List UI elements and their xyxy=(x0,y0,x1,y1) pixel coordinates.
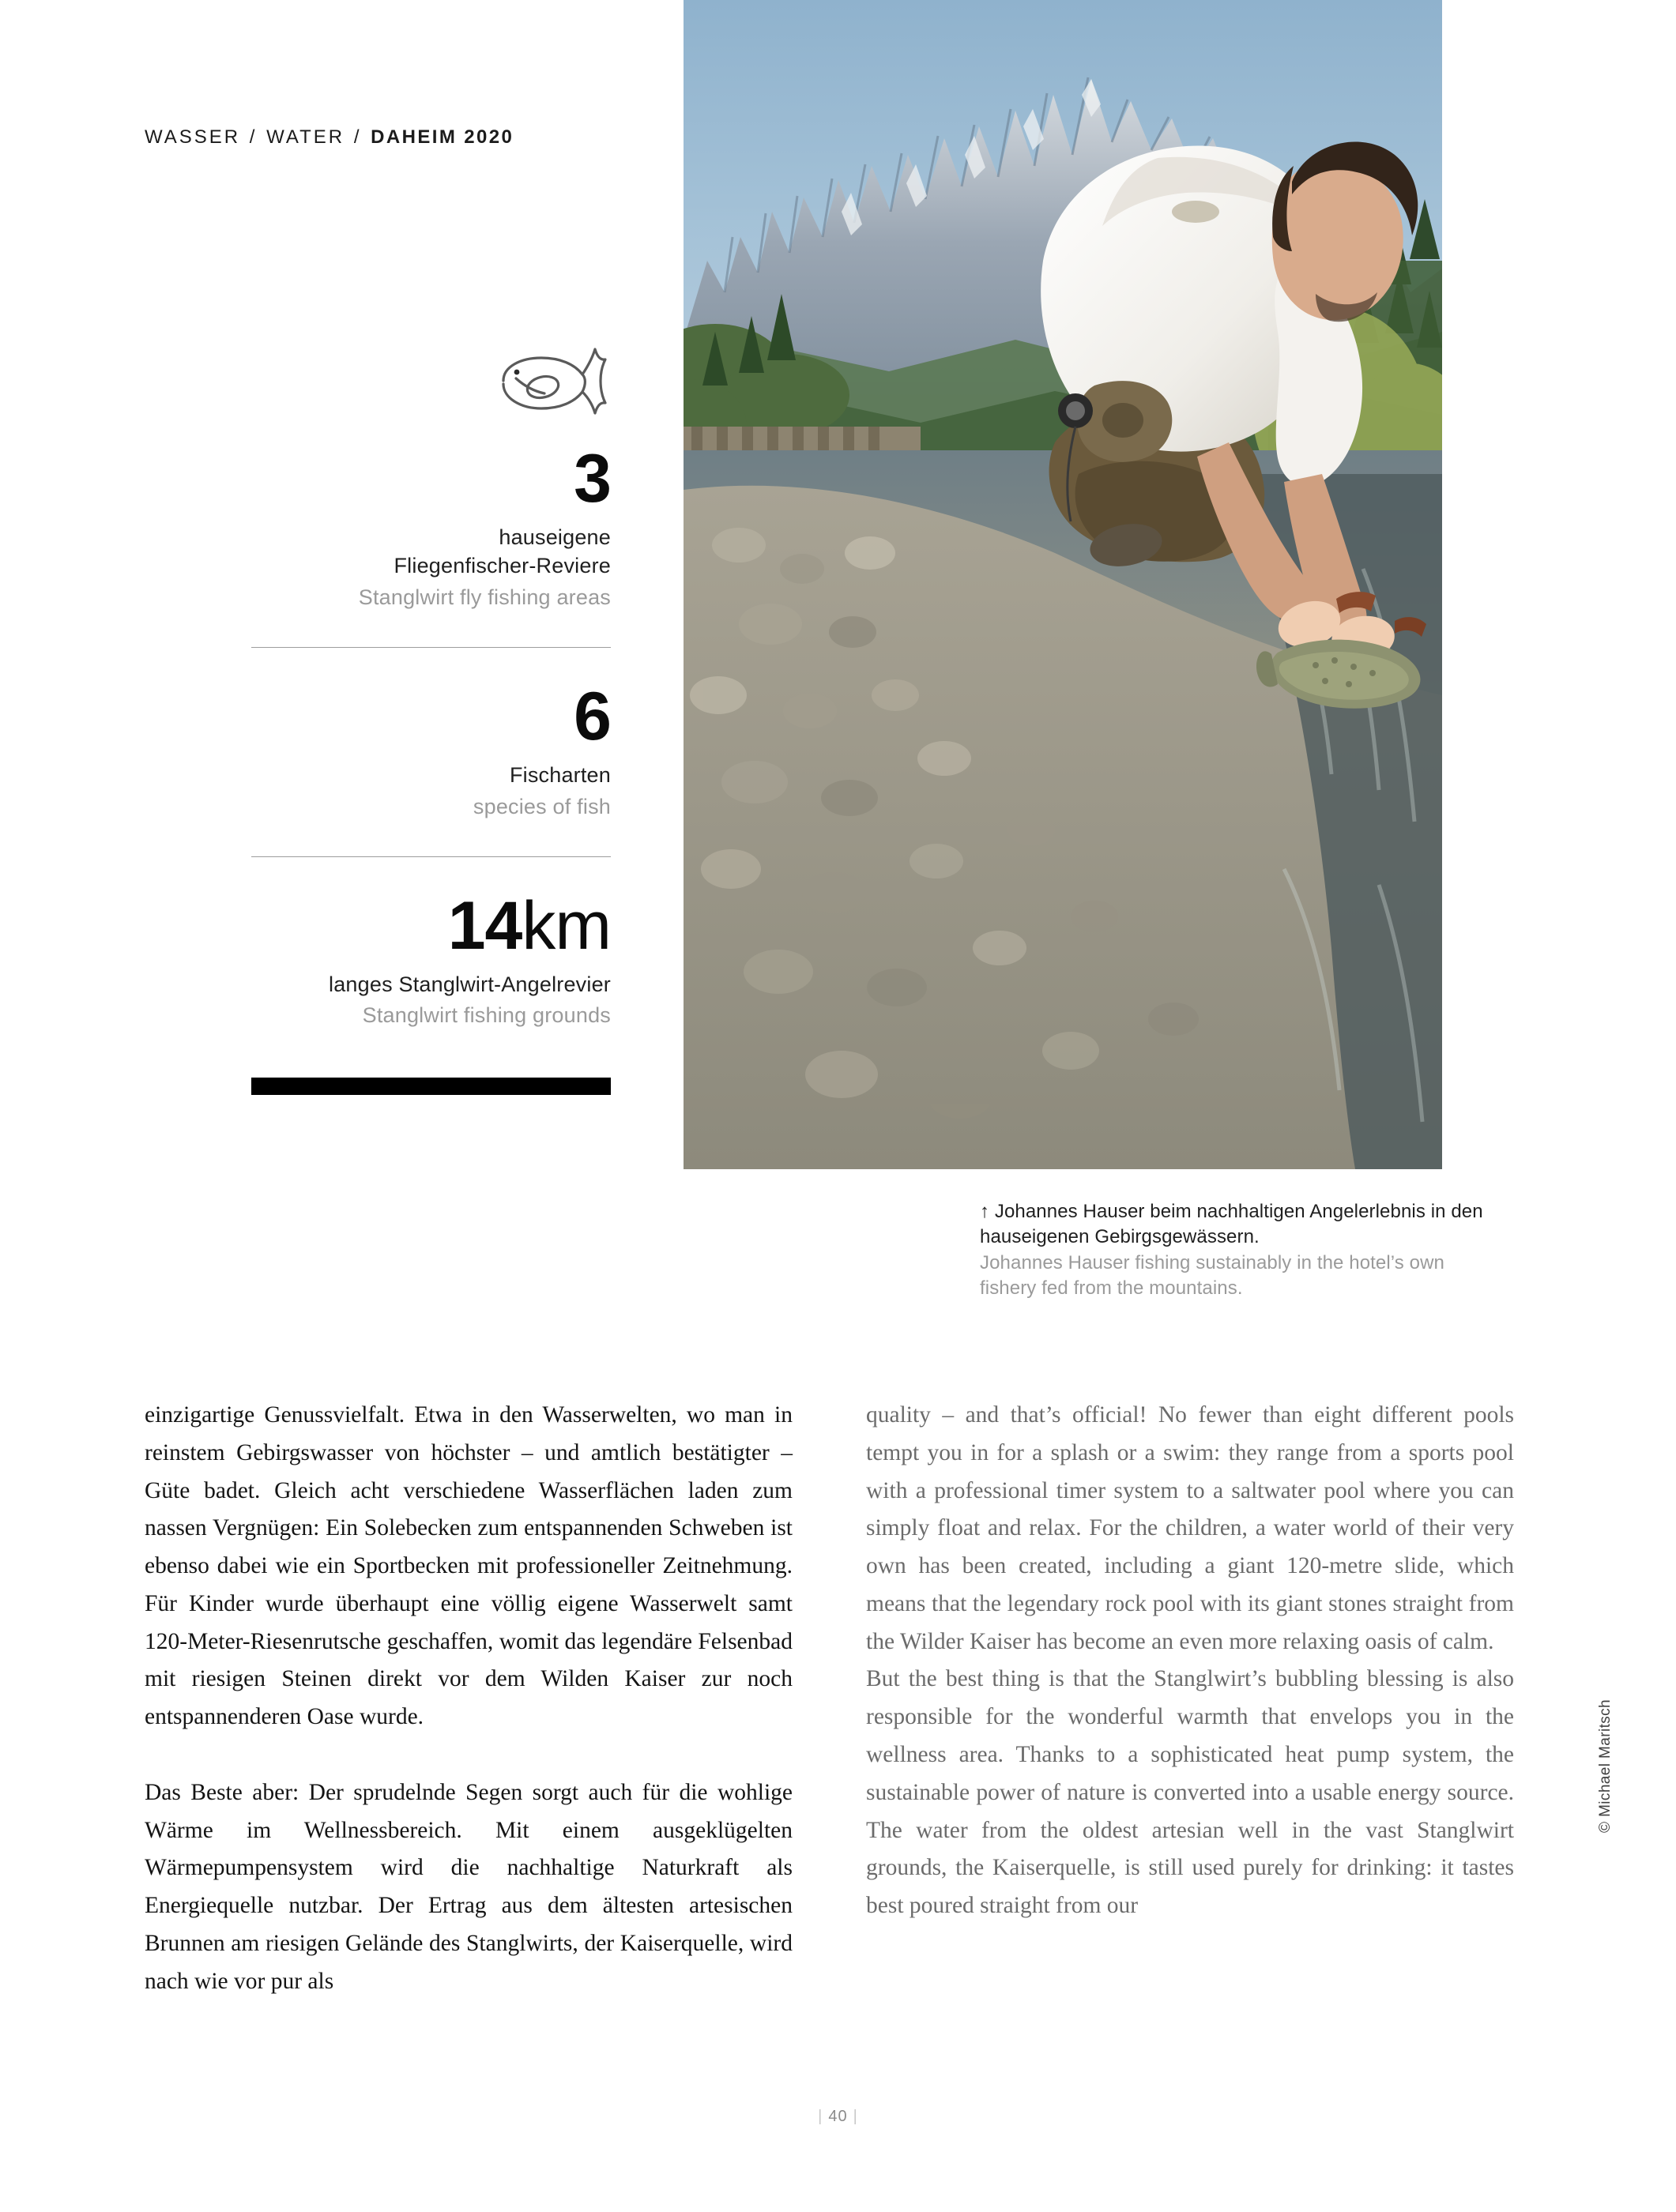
page-folio xyxy=(0,2108,1676,2126)
fact-number-value: 14 xyxy=(447,887,522,964)
fact-number xyxy=(251,441,611,517)
photo-credit: © Michael Maritsch xyxy=(1597,1698,1614,1833)
fact-item xyxy=(251,678,611,822)
fact-number-unit: km xyxy=(522,887,611,964)
caption-english: Johannes Hauser fishing sustainably in the hotel’s own fishery fed from the mountains. xyxy=(980,1251,1444,1300)
fact-label-de-line1: Fischarten xyxy=(509,762,611,787)
fact-number xyxy=(251,678,611,754)
body-column-german xyxy=(145,1397,793,2001)
fact-item xyxy=(251,441,611,612)
fact-label-de-line1: hauseigene xyxy=(499,525,611,549)
folio-bracket-left: | xyxy=(818,2108,823,2125)
fact-number xyxy=(251,887,611,964)
fact-divider xyxy=(251,647,611,648)
folio-page-number: 40 xyxy=(828,2108,848,2125)
body-paragraph-en-1: quality – and that’s official! No fewer than eight different pools tempt you in for a splash or a swim: they range from a sports pool with a professional timer system to a saltwater pool where you can simply float and relax. For the children, a water world of their very own has been created, including a giant 120-metre slide, which means that the legendary rock pool with its giant stones straight from the Wilder Kaiser has become an even more relaxing oasis of calm. xyxy=(866,1402,1514,1654)
facts-accent-bar xyxy=(251,1078,611,1095)
fact-divider xyxy=(251,856,611,857)
running-header-issue: DAHEIM 2020 xyxy=(371,126,514,148)
running-header xyxy=(145,126,514,149)
folio-bracket-right: | xyxy=(853,2108,858,2125)
facts-column xyxy=(251,340,611,1095)
caption-german: ↑ Johannes Hauser beim nachhaltigen Angelerlebnis in den hauseigenen Gebirgsgewässern. xyxy=(980,1201,1483,1248)
photo-caption xyxy=(980,1199,1486,1302)
body-paragraph-de-1: einzigartige Genussvielfalt. Etwa in den Wasserwelten, wo man in reinstem Gebirgswasser von höchster – und amtlich bestätigter – Güte badet. Gleich acht verschiedene Wasserflächen laden zum nassen Vergnügen: Ein Solebecken zum entspannenden Schweben ist ebenso dabei wie ein Sportbecken mit professioneller Zeitnehmung. Für Kinder wurde überhaupt eine völlig eigene Wasserwelt samt 120-Meter-Riesenrutsche geschaffen, womit das legendäre Felsenbad mit riesigen Steinen direkt vor dem Wilden Kaiser zur noch entspannenderen Oase wurde. xyxy=(145,1402,793,1730)
fact-number-value: 3 xyxy=(574,441,611,517)
fact-label-de-line1: langes Stanglwirt-Angelrevier xyxy=(329,972,611,996)
body-column-english xyxy=(866,1397,1514,1925)
fact-number-value: 6 xyxy=(574,678,611,754)
body-paragraph-en-2: But the best thing is that the Stanglwirt’s bubbling blessing is also responsible for the wonderful warmth that envelops you in the wellness area. Thanks to a sophisticated heat pump system, the sustainable power of nature is converted into a usable energy source. The water from the oldest artesian well in the vast Stanglwirt grounds, the Kaiserquelle, is still used purely for drinking: it tastes best poured straight from our xyxy=(866,1666,1514,1919)
running-header-separator-2: / xyxy=(353,126,362,148)
feature-photo xyxy=(684,0,1442,1169)
body-paragraph-de-2: Das Beste aber: Der sprudelnde Segen sorgt auch für die wohlige Wärme im Wellnessbereich. Mit einem ausgeklügelten Wärmepumpensystem wird die nachhaltige Naturkraft als Energiequelle nutzbar. Der Ertrag aus dem ältesten artesischen Brunnen am riesigen Gelände des Stanglwirts, der Kaiserquelle, wird nach wie vor pur als xyxy=(145,1779,793,1994)
fact-label-de-line2: Fliegenfischer-Reviere xyxy=(394,553,611,577)
running-header-wasser: WASSER xyxy=(145,126,241,148)
fact-label-en: Stanglwirt fishing grounds xyxy=(362,1003,611,1028)
fact-item xyxy=(251,887,611,1031)
running-header-water: WATER xyxy=(266,126,345,148)
running-header-separator-1: / xyxy=(249,126,258,148)
fact-label-en: Stanglwirt fly fishing areas xyxy=(358,585,611,609)
fact-label-en: species of fish xyxy=(473,794,611,818)
fish-icon xyxy=(251,340,611,423)
